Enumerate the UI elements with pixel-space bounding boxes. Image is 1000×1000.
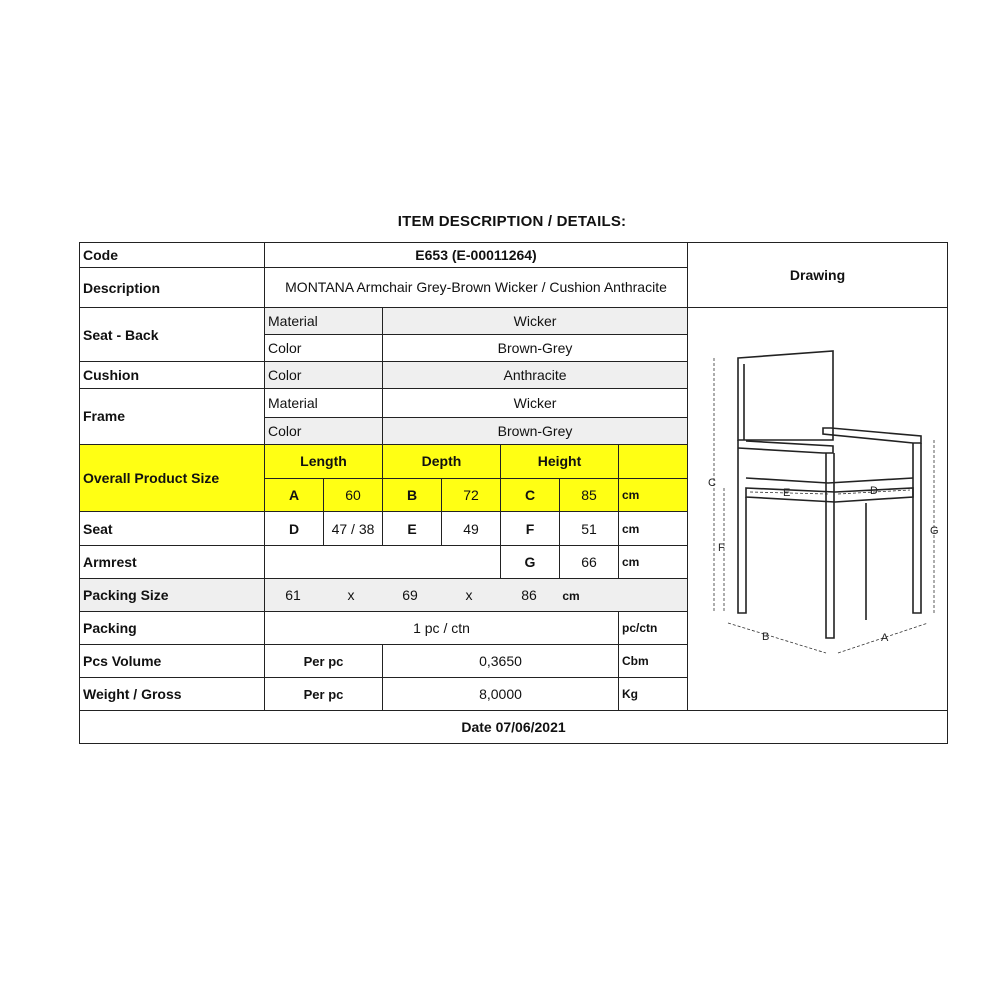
packing-value: 1 pc / ctn [265, 612, 619, 645]
packing-label: Packing [80, 612, 265, 645]
pcs-volume-per: Per pc [265, 645, 383, 678]
overall-a-value: 60 [324, 479, 383, 512]
packing-unit: pc/ctn [619, 612, 688, 645]
page-title: ITEM DESCRIPTION / DETAILS: [397, 213, 627, 230]
drawing-letter-g: G [930, 525, 939, 537]
packing-size-x2: x [465, 587, 473, 603]
seat-e-value: 49 [442, 512, 501, 546]
cushion-label: Cushion [80, 362, 265, 389]
armrest-unit: cm [619, 546, 688, 579]
seat-back-edge [746, 478, 913, 483]
pcs-volume-label: Pcs Volume [80, 645, 265, 678]
chair-drawing [688, 308, 948, 707]
seat-back-material-label: Material [265, 308, 383, 335]
frame-color-label: Color [265, 417, 383, 444]
frame-material-label: Material [265, 389, 383, 418]
seat-unit: cm [619, 512, 688, 546]
packing-size-depth: 69 [402, 587, 418, 603]
row-date [80, 711, 948, 744]
weight-value: 8,0000 [383, 678, 619, 711]
description-label: Description [80, 268, 265, 308]
seat-f-value: 51 [560, 512, 619, 546]
pcs-volume-value: 0,3650 [383, 645, 619, 678]
packing-size-values [265, 579, 688, 612]
seat-back-material-value: Wicker [383, 308, 688, 335]
armrest-g-value: 66 [560, 546, 619, 579]
seat-label: Seat [80, 512, 265, 546]
drawing-header: Drawing [688, 243, 948, 308]
overall-c-label: C [501, 479, 560, 512]
date-footer: Date 07/06/2021 [80, 711, 948, 744]
seat-e-label: E [383, 512, 442, 546]
packing-size-height: 86 [521, 587, 537, 603]
seat-d-label: D [265, 512, 324, 546]
overall-unit: cm [619, 479, 688, 512]
code-label: Code [80, 243, 265, 268]
drawing-letter-c: C [708, 477, 716, 489]
seat-shape [746, 488, 913, 502]
packing-size-width: 61 [285, 587, 301, 603]
drawing-letter-f: F [718, 542, 725, 554]
weight-per: Per pc [265, 678, 383, 711]
overall-b-label: B [383, 479, 442, 512]
pcs-volume-unit: Cbm [619, 645, 688, 678]
overall-a-label: A [265, 479, 324, 512]
drawing-letter-d: D [870, 485, 878, 497]
frame-material-value: Wicker [383, 389, 688, 418]
packing-size-x1: x [347, 587, 355, 603]
seat-back-color-value: Brown-Grey [383, 335, 688, 362]
description-value: MONTANA Armchair Grey-Brown Wicker / Cushion Anthracite [265, 268, 688, 308]
cushion-color-label: Color [265, 362, 383, 389]
seat-d-value: 47 / 38 [324, 512, 383, 546]
seat-f-label: F [501, 512, 560, 546]
height-header: Height [501, 444, 619, 479]
armrest-g-label: G [501, 546, 560, 579]
backrest-shape [738, 351, 833, 440]
dim-line-b [728, 623, 826, 653]
packing-size-label: Packing Size [80, 579, 265, 612]
row-code [80, 243, 948, 268]
right-armrest [823, 428, 921, 443]
length-header: Length [265, 444, 383, 479]
seat-back-color-label: Color [265, 335, 383, 362]
rear-right-leg [913, 443, 921, 613]
overall-c-value: 85 [560, 479, 619, 512]
armrest-label: Armrest [80, 546, 265, 579]
seat-back-label: Seat - Back [80, 308, 265, 362]
item-details-table [79, 242, 948, 744]
frame-label: Frame [80, 389, 265, 445]
drawing-letter-e: E [783, 487, 791, 499]
packing-size-unit: cm [562, 589, 580, 603]
chair-drawing-cell [688, 308, 948, 711]
frame-color-value: Brown-Grey [383, 417, 688, 444]
left-armrest [738, 441, 833, 453]
weight-label: Weight / Gross [80, 678, 265, 711]
overall-b-value: 72 [442, 479, 501, 512]
weight-unit: Kg [619, 678, 688, 711]
row-seat-back-material [80, 308, 948, 335]
overall-size-label: Overall Product Size [80, 444, 265, 512]
drawing-letter-b: B [762, 631, 770, 643]
depth-header: Depth [383, 444, 501, 479]
front-left-leg [826, 453, 834, 638]
overall-header-blank [619, 444, 688, 479]
armrest-blank [265, 546, 501, 579]
drawing-letter-a: A [881, 632, 889, 644]
rear-left-leg [738, 440, 746, 613]
cushion-color-value: Anthracite [383, 362, 688, 389]
code-value: E653 (E-00011264) [265, 243, 688, 268]
